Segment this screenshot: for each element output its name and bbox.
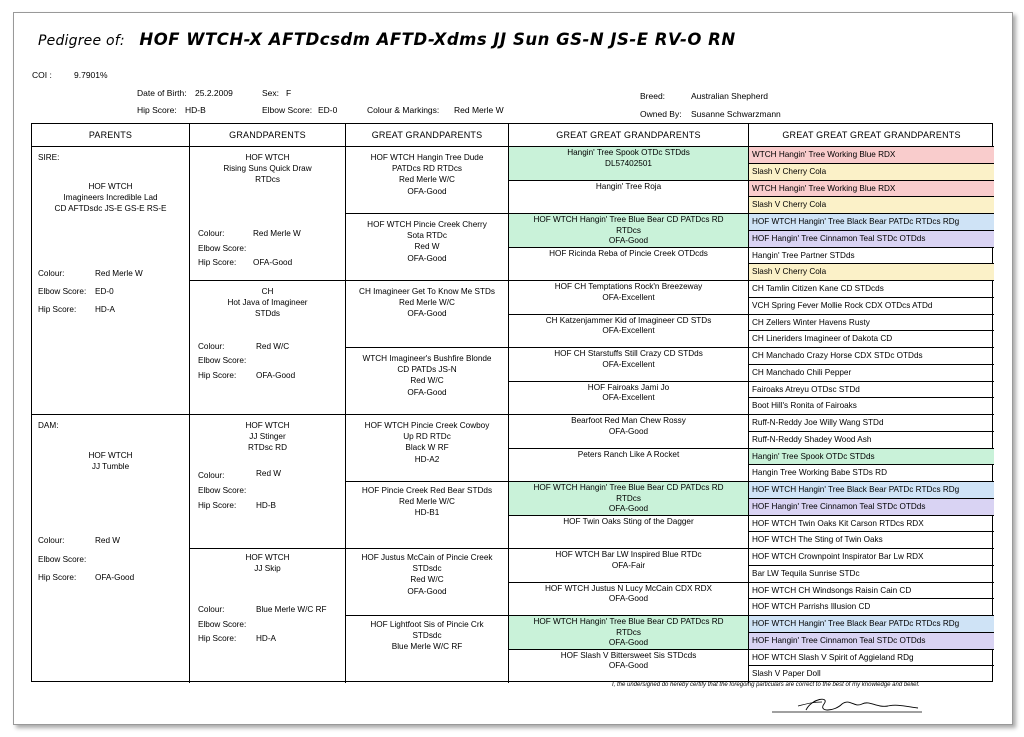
gg-grandparent-line: OFA-Good [608,594,649,603]
dam-name-line: JJ Tumble [91,462,130,472]
gg-grandparent-line: DL57402501 [605,158,652,168]
grandparent-name-line: JJ Skip [254,564,281,574]
page-title [38,30,736,49]
great-grandparent-line: Black W RF [405,443,449,453]
ggg-grandparent-row: WTCH Hangin' Tree Working Blue RDX [749,147,994,164]
gg-grandparent-line: HOF Ricinda Reba of Pincie Creek OTDcds [549,248,708,258]
great-grandparent-cell [346,482,509,549]
coi-label: COI : [32,70,52,80]
great-grandparent-line: OFA-Good [407,253,447,263]
grandparent-cell [190,147,346,281]
grandparent-name-line: Hot Java of Imagineer [227,298,308,308]
elbow-label: Elbow Score: [198,356,247,365]
great-grandparent-line: HD-B1 [414,508,440,518]
hip-score-value: HD-B [185,105,206,115]
great-grandparent-line: Red Merle W/C [399,497,455,507]
gg-grandparent-line: HOF WTCH Hangin' Tree Blue Bear CD PATDcs RD [533,617,724,626]
grandparent-name-line: RTDsc RD [248,443,287,453]
breed-value: Australian Shepherd [691,91,769,101]
ggg-grandparent-row: CH Tamlin Citizen Kane CD STDcds [749,281,994,298]
gg-grandparent-cell [509,181,749,215]
great-grandparent-line: OFA-Good [407,186,447,196]
gg-grandparent-line: OFA-Good [608,236,649,245]
gg-grandparent-line: HOF Slash V Bittersweet Sis STDcds [560,650,697,660]
grandparent-name-line: JJ Stinger [249,432,286,442]
great-grandparent-line: Sota RTDc [407,231,447,241]
sire-hip: HD-A [95,305,116,314]
great-grandparent-line: PATDcs RD RTDcs [391,164,463,174]
great-grandparent-line: Red W/C [410,376,444,386]
grandparent-colour: Blue Merle W/C RF [256,605,327,614]
great-grandparent-cell [346,214,509,281]
ggg-grandparent-row: HOF WTCH Hangin' Tree Black Bear PATDc RTDcs RDg [749,482,994,499]
grandparent-colour: Red W [256,469,282,478]
dam-name-line: HOF WTCH [88,451,133,460]
pedigree-table [31,123,993,682]
grandparent-name-line: RTDcs [255,175,280,185]
dam-name [32,450,189,472]
dob-value: 25.2.2009 [195,88,233,98]
great-grandparent-line: WTCH Imagineer's Bushfire Blonde [362,354,492,363]
ggg-grandparent-row: HOF Hangin' Tree Cinnamon Teal STDc OTDds [749,499,994,516]
great-grandparent-cell [346,147,509,214]
gg-grandparent-cell [509,147,749,181]
great-grandparent-cell [346,549,509,616]
gg-grandparent-cell [509,650,749,684]
ggg-grandparent-row: Slash V Cherry Cola [749,264,994,281]
ggg-grandparent-row: CH Zellers Winter Havens Rusty [749,315,994,332]
colour-label: Colour: [38,269,65,278]
great-grandparent-line: STDsdc [412,564,442,574]
colour-label: Colour: [198,605,225,614]
hip-label: Hip Score: [198,501,237,510]
ggg-grandparent-row: HOF WTCH Parrishs Illusion CD [749,599,994,616]
grandparent-name-line: STDds [254,309,281,319]
ggg-grandparent-row: HOF Hangin' Tree Cinnamon Teal STDc OTDds [749,633,994,650]
sex-value: F [286,88,292,98]
signature [772,690,922,720]
grandparent-colour: Red W/C [256,342,290,351]
gg-grandparent-line: HOF WTCH Hangin' Tree Blue Bear CD PATDcs RD [533,483,724,492]
dam-cell [32,415,190,683]
gg-grandparent-line: HOF WTCH Bar LW Inspired Blue RTDc [555,550,702,559]
sire-label: SIRE: [38,153,60,162]
sex-label: Sex: [262,88,280,98]
gg-grandparent-line: OFA-Good [608,426,649,436]
gg-grandparent-cell [509,248,749,282]
hip-label: Hip Score: [198,634,237,643]
great-grandparent-line: HOF WTCH Pincie Creek Cowboy [364,421,490,430]
gg-grandparent-line: OFA-Excellent [602,393,655,402]
elbow-score-value: ED-0 [318,105,338,115]
gg-grandparent-line: HOF WTCH Hangin' Tree Blue Bear CD PATDcs RD [533,215,724,224]
title-prefix: Pedigree of: [38,33,125,49]
gg-grandparent-line: RTDcs [616,493,641,503]
gg-grandparent-cell [509,516,749,550]
great-grandparent-line: HOF Pincie Creek Red Bear STDds [361,486,493,495]
owner-value: Susanne Schwarzmann [691,109,781,119]
hip-label: Hip Score: [38,305,77,314]
colour-label: Colour: [198,471,225,480]
ggg-grandparent-row: CH Lineriders Imagineer of Dakota CD [749,331,994,348]
ggg-grandparent-row: HOF WTCH Twin Oaks Kit Carson RTDcs RDX [749,516,994,533]
gg-grandparent-line: HOF CH Temptations Rock'n Breezeway [554,282,703,291]
great-grandparent-line: STDsdc [412,631,442,641]
sire-cell [32,147,190,415]
great-grandparent-line: OFA-Good [407,586,447,596]
great-grandparent-line: CD PATDs JS-N [397,365,457,375]
dam-hip: OFA-Good [95,573,135,582]
owner-label: Owned By: [640,109,682,119]
ggg-grandparent-row: Hangin Tree Working Babe STDs RD [749,465,994,482]
breed-label: Breed: [640,91,666,101]
hip-label: Hip Score: [198,371,237,380]
great-grandparent-cell [346,415,509,482]
gg-grandparent-line: OFA-Excellent [602,326,655,335]
sire-name-line: CD AFTDsdc JS-E GS-E RS-E [54,204,167,214]
gg-grandparent-cell [509,583,749,617]
great-grandparent-line: Blue Merle W/C RF [391,642,463,652]
gg-grandparent-cell [509,382,749,416]
great-grandparent-line: HOF WTCH Pincie Creek Cherry [367,220,487,229]
ggg-grandparent-row: VCH Spring Fever Mollie Rock CDX OTDcs ATDd [749,298,994,315]
great-grandparent-line: Up RD RTDc [403,432,451,442]
gg-grandparent-cell [509,549,749,583]
great-grandparent-line: HD-A2 [414,454,440,464]
great-grandparent-line: Red Merle W/C [399,298,455,308]
grandparent-hip: OFA-Good [256,371,296,380]
gg-grandparent-line: RTDcs [616,627,641,637]
grandparent-name-line: HOF WTCH [245,553,290,562]
sire-elbow: ED-0 [95,287,114,296]
elbow-label: Elbow Score: [198,244,247,253]
gg-grandparent-cell [509,449,749,483]
gg-grandparent-line: RTDcs [616,225,641,235]
header-ggg-grandparents: GREAT GREAT GREAT GRANDPARENTS [749,124,994,147]
great-grandparent-cell [346,616,509,683]
coi-value: 9.7901% [74,70,108,80]
colour-label: Colour: [38,536,65,545]
great-grandparent-line: Red Merle W/C [399,175,455,185]
great-grandparent-line: HOF Lightfoot Sis of Pincie Crk [370,620,484,629]
dam-label: DAM: [38,421,59,430]
ggg-grandparent-row: Bar LW Tequila Sunrise STDc [749,566,994,583]
grandparent-name-line: HOF WTCH [245,153,290,162]
gg-grandparent-line: OFA-Fair [611,560,646,570]
great-grandparent-line: Red W/C [410,575,444,585]
sire-colour: Red Merle W [95,269,143,278]
great-grandparent-line: HOF WTCH Hangin Tree Dude [370,153,484,162]
gg-grandparent-line: HOF WTCH Justus N Lucy McCain CDX RDX [545,583,712,593]
gg-grandparent-cell [509,281,749,315]
gg-grandparent-cell [509,348,749,382]
gg-grandparent-line: Peters Ranch Like A Rocket [577,449,680,459]
sire-name-line: Imagineers Incredible Lad [63,193,158,203]
elbow-label: Elbow Score: [198,620,247,629]
gg-grandparent-cell [509,482,749,516]
grandparent-hip: OFA-Good [253,258,293,267]
gg-grandparent-line: OFA-Good [608,661,649,670]
gg-grandparent-cell [509,616,749,650]
header-grandparents: GRANDPARENTS [190,124,346,147]
header-great-grandparents: GREAT GRANDPARENTS [346,124,509,147]
gg-grandparent-line: OFA-Excellent [602,359,655,369]
great-grandparent-cell [346,348,509,415]
ggg-grandparent-row: CH Manchado Crazy Horse CDX STDc OTDds [749,348,994,365]
ggg-grandparent-row: Hangin' Tree Spook OTDc STDds [749,449,994,466]
ggg-grandparent-row: WTCH Hangin' Tree Working Blue RDX [749,181,994,198]
colour-label: Colour: [198,342,225,351]
gg-grandparent-line: Bearfoot Red Man Chew Rossy [571,416,686,425]
dam-colour: Red W [95,536,121,545]
great-grandparent-line: CH Imagineer Get To Know Me STDs [359,287,495,296]
hip-score-label: Hip Score: [137,105,177,115]
grandparent-colour: Red Merle W [253,229,301,238]
hip-label: Hip Score: [38,573,77,582]
gg-grandparent-line: OFA-Excellent [602,292,655,302]
gg-grandparent-line: Hangin' Tree Spook OTDc STDds [567,148,690,157]
elbow-score-label: Elbow Score: [262,105,313,115]
ggg-grandparent-row: Slash V Paper Doll [752,669,821,679]
dob-label: Date of Birth: [137,88,187,98]
header-parents: PARENTS [32,124,190,147]
header-gg-grandparents: GREAT GREAT GRANDPARENTS [509,124,749,147]
great-grandparent-line: OFA-Good [407,387,447,397]
ggg-grandparent-row: Slash V Cherry Cola [749,197,994,214]
great-grandparent-cell [346,281,509,348]
great-grandparent-line: HOF Justus McCain of Pincie Creek [361,553,493,562]
ggg-grandparent-row: Boot Hill's Ronita of Fairoaks [749,398,994,415]
colour-markings-label: Colour & Markings: [367,105,440,115]
elbow-label: Elbow Score: [38,555,87,564]
sire-name-line: HOF WTCH [88,182,133,191]
colour-markings-value: Red Merle W [454,105,504,115]
grandparent-name-line: Rising Suns Quick Draw [223,164,312,174]
great-grandparent-line: Red W [414,242,440,252]
ggg-grandparent-row: HOF WTCH Hangin' Tree Black Bear PATDc RTDcs RDg [749,616,994,633]
grandparent-cell [190,549,346,683]
grandparent-hip: HD-B [256,501,277,510]
gg-grandparent-cell [509,415,749,449]
gg-grandparent-line: OFA-Good [608,504,649,513]
gg-grandparent-cell [509,315,749,349]
grandparent-name-line: HOF WTCH [245,421,290,430]
gg-grandparent-line: OFA-Good [608,638,649,647]
dog-name: HOF WTCH-X AFTDcsdm AFTD-Xdms JJ Sun GS-N JS-E RV-O RN [139,30,736,49]
ggg-grandparent-row: HOF WTCH The Sting of Twin Oaks [749,532,994,549]
grandparent-cell [190,281,346,415]
ggg-grandparent-row: Hangin' Tree Partner STDds [749,248,994,265]
ggg-grandparent-row: Fairoaks Atreyu OTDsc STDd [749,382,994,399]
gg-grandparent-line: HOF CH Starstuffs Still Crazy CD STDds [554,349,703,358]
gg-grandparent-line: HOF Fairoaks Jami Jo [587,382,670,392]
gg-grandparent-cell [509,214,749,248]
elbow-label: Elbow Score: [198,486,247,495]
colour-label: Colour: [198,229,225,238]
hip-label: Hip Score: [198,258,237,267]
ggg-grandparent-row: Slash V Cherry Cola [749,164,994,181]
ggg-grandparent-row: Ruff-N-Reddy Joe Willy Wang STDd [749,415,994,432]
ggg-grandparent-row: HOF Hangin' Tree Cinnamon Teal STDc OTDds [749,231,994,248]
grandparent-hip: HD-A [256,634,277,643]
grandparent-cell [190,415,346,549]
gg-grandparent-line: HOF Twin Oaks Sting of the Dagger [563,516,694,526]
ggg-grandparent-row: HOF WTCH CH Windsongs Raisin Cain CD [749,583,994,600]
elbow-label: Elbow Score: [38,287,87,296]
ggg-grandparent-row: Ruff-N-Reddy Shadey Wood Ash [749,432,994,449]
sire-name [32,181,189,215]
ggg-grandparent-row: HOF WTCH Slash V Spirit of Aggieland RDg [749,650,994,667]
grandparent-name-line: CH [261,287,274,296]
great-grandparent-line: OFA-Good [407,309,447,319]
certification-text: I, the undersigned do hereby certify that the foregoing particulars are correct to the best of my knowledge and belief. [612,682,920,688]
ggg-grandparent-row: HOF WTCH Hangin' Tree Black Bear PATDc RTDcs RDg [749,214,994,231]
gg-grandparent-line: Hangin' Tree Roja [595,181,662,191]
ggg-grandparent-row: HOF WTCH Crownpoint Inspirator Bar Lw RDX [749,549,994,566]
gg-grandparent-line: CH Katzenjammer Kid of Imagineer CD STDs [545,315,712,325]
ggg-grandparent-row: CH Manchado Chili Pepper [749,365,994,382]
